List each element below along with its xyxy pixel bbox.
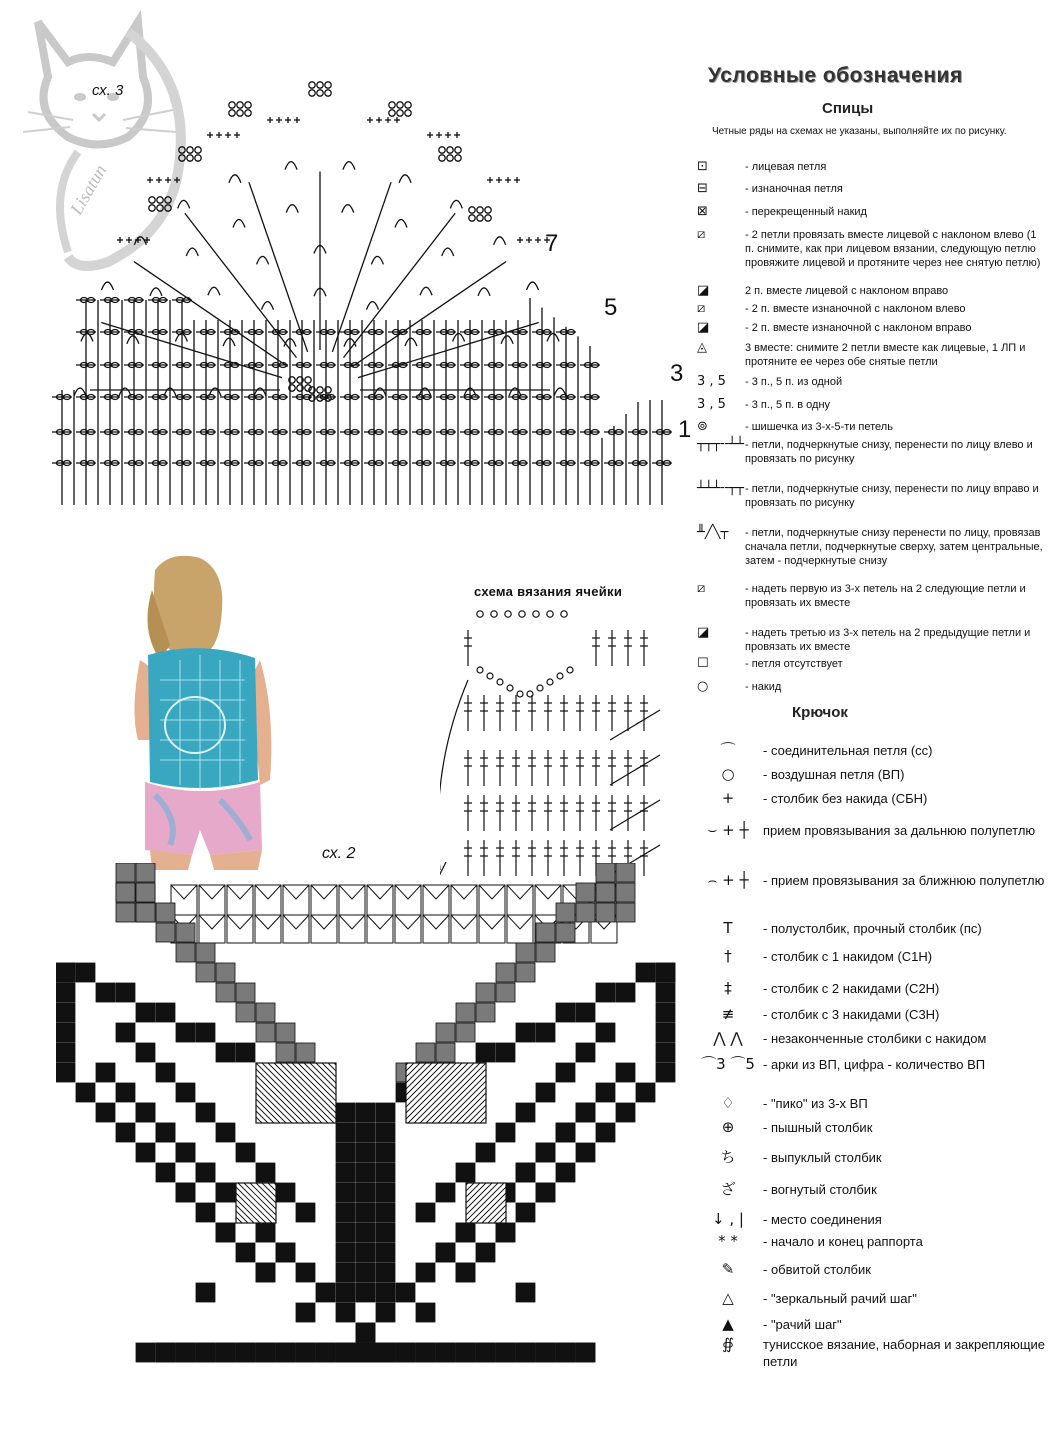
hook-symbol-icon: ‡ [724, 979, 732, 997]
knitting-legend-text: - лицевая петля [745, 161, 827, 173]
hook-legend-text: - "зеркальный рачий шаг" [763, 1291, 917, 1306]
knitting-legend-text: - надеть первую из 3-х петель на 2 следующие петли и провязать их вместе [745, 583, 1026, 609]
knitting-symbol-icon: ⊟ [697, 181, 708, 196]
knitting-legend-text: - надеть третью из 3-х петель на 2 предыдущие петли и провязать их вместе [745, 627, 1031, 653]
knitting-symbol-icon: ○ [697, 679, 709, 694]
row-number-5: 5 [604, 294, 618, 321]
model-photo [100, 550, 300, 870]
hook-symbol-icon: ♢ [721, 1094, 735, 1112]
hook-symbol-icon: ↓ , | [712, 1210, 744, 1228]
knitting-symbol-icon: ◪ [697, 283, 710, 298]
hook-legend-text: - арки из ВП, цифра - количество ВП [763, 1057, 986, 1072]
row-number-7: 7 [545, 230, 559, 257]
hook-legend-text: - обвитой столбик [763, 1262, 871, 1277]
knitting-symbol-icon: ◪ [697, 625, 710, 640]
knitting-symbol-icon: ┴┴┴╌┬┬ [697, 481, 744, 496]
hook-legend-text: - вогнутый столбик [763, 1182, 877, 1197]
hook-legend-text: - столбик без накида (СБН) [763, 791, 928, 806]
hook-legend-text: - воздушная петля (ВП) [763, 767, 905, 782]
hook-legend-text: тунисское вязание, наборная и закрепляющие петли [763, 1337, 1046, 1369]
knitting-legend-text: 2 п. вместе лицевой с наклоном вправо [745, 285, 949, 297]
knitting-legend-text: - накид [745, 681, 782, 693]
hook-legend-text: - соединительная петля (сс) [763, 743, 933, 758]
knitting-note: Четные ряды на схемах не указаны, выполняйте их по рисунку. [712, 126, 1007, 137]
hook-symbol-icon: ∯ [722, 1335, 734, 1353]
hook-symbol-icon: ✎ [721, 1260, 735, 1278]
knitting-symbol-icon: ◪ [697, 320, 710, 335]
knitting-symbol-icon: ⊡ [697, 159, 708, 174]
hook-symbol-icon: + [721, 789, 735, 807]
hook-symbol-icon: ざ [720, 1180, 736, 1198]
knitting-legend-text: - перекрещенный накид [745, 206, 867, 218]
hook-legend-text: - место соединения [763, 1212, 882, 1227]
cell-scheme-title: схема вязания ячейки [474, 584, 623, 599]
knitting-legend-text: - петля отсутствует [745, 658, 843, 670]
knitting-symbol-icon: ☐ [697, 656, 709, 671]
knitting-symbol-icon: ⊠ [697, 204, 708, 219]
legend-title: Условные обозначения [708, 64, 963, 87]
hook-legend-text: - выпуклый столбик [763, 1150, 882, 1165]
knitting-symbol-icon: ⧄ [697, 301, 706, 316]
hook-symbol-icon: ⋀ ⋀ [713, 1029, 743, 1047]
knitting-legend-text: - 2 п. вместе изнаночной с наклоном вправо [745, 322, 972, 334]
hook-legend-text: - "рачий шаг" [763, 1317, 842, 1332]
hook-symbol-icon: ⌒3 ⌒5 [701, 1055, 755, 1073]
hook-symbol-icon: ち [720, 1148, 736, 1166]
knitting-symbol-icon: ⧄ [697, 227, 706, 242]
knitting-symbol-icon: ┬┬┬╌┴┴ [697, 437, 744, 452]
hook-symbol-icon: * * [718, 1232, 738, 1250]
hook-legend-text: - "пико" из 3-х ВП [763, 1096, 868, 1111]
knitting-legend-text: 3 вместе: снимите 2 петли вместе как лицевые, 1 ЛП и протяните ее через обе снятые петли [745, 342, 1026, 368]
chart3-diagram [40, 60, 680, 510]
chart2-label: сх. 2 [322, 845, 356, 862]
knitting-legend-text: - 3 п., 5 п. в одну [745, 399, 831, 411]
knitting-legend-text: - 2 п. вместе изнаночной с наклоном влево [745, 303, 966, 315]
hook-symbol-icon: ▲ [722, 1315, 734, 1333]
chart3-label: сх. 3 [92, 82, 124, 99]
hook-legend-text: - столбик с 2 накидами (С2Н) [763, 981, 940, 996]
row-number-3: 3 [670, 360, 684, 387]
hook-legend-text: - начало и конец раппорта [763, 1234, 923, 1249]
knitting-header: Спицы [822, 100, 874, 117]
knitting-symbol-icon: ╨╱╲┬ [697, 525, 729, 540]
hook-symbol-icon: ○ [721, 765, 735, 783]
hook-symbol-icon: △ [722, 1289, 734, 1307]
hook-symbol-icon: ⌣ + ┼ [707, 821, 749, 839]
hook-legend-text: - столбик с 1 накидом (С1Н) [763, 949, 933, 964]
hook-legend-text: - полустолбик, прочный столбик (пс) [763, 921, 982, 936]
knitting-symbol-icon: 3 , 5 [697, 374, 726, 389]
hook-symbol-icon: T [723, 919, 733, 937]
knitting-legend-text: - шишечка из 3-х-5-ти петель [745, 421, 893, 433]
knitting-symbol-icon: 3 , 5 [697, 397, 726, 412]
hook-legend-text: - незаконченные столбики с накидом [763, 1031, 987, 1046]
hook-header: Крючок [792, 704, 848, 721]
knitting-legend-text: - петли, подчеркнутые снизу, перенести по лицу вправо и провязать по рисунку [745, 483, 1039, 509]
hook-legend-text: прием провязывания за дальнюю полупетлю [763, 823, 1036, 838]
hook-symbol-icon: † [724, 947, 732, 965]
knitting-legend-text: - 3 п., 5 п. из одной [745, 376, 843, 388]
watermark-text: Lisatun [66, 161, 111, 218]
knitting-legend-text: - изнаночная петля [745, 183, 843, 195]
row-number-1: 1 [678, 416, 692, 443]
cell-scheme-diagram [440, 600, 680, 890]
knitting-legend-text: - петли, подчеркнутые снизу, перенести по лицу влево и провязать по рисунку [745, 439, 1033, 465]
knitting-symbol-icon: ◬ [697, 340, 707, 355]
hook-legend-text: - пышный столбик [763, 1120, 873, 1135]
hook-symbol-icon: ⌒ [720, 741, 736, 759]
chart2-butterfly-diagram [56, 863, 686, 1373]
knitting-symbol-icon: ⧄ [697, 581, 706, 596]
hook-legend-text: - прием провязывания за ближнюю полупетлю [763, 873, 1045, 888]
hook-symbol-icon: ⊕ [721, 1118, 735, 1136]
knitting-legend-text: - 2 петли провязать вместе лицевой с наклоном влево (1 п. снимите, как при лицевом вязании, следующую петлю провяжите лицевой и протяните через нее снятую петлю) [745, 229, 1041, 269]
knitting-symbol-icon: ⊚ [697, 419, 708, 434]
hook-symbol-icon: ≢ [721, 1005, 735, 1023]
knitting-legend-text: - петли, подчеркнутые снизу перенести по лицу, провязав сначала петли, подчеркнутые сверху, затем центральные, затем - подчеркнутые снизу [745, 527, 1043, 567]
hook-legend-text: - столбик с 3 накидами (С3Н) [763, 1007, 940, 1022]
hook-symbol-icon: ⌢ + ┼ [707, 871, 749, 889]
